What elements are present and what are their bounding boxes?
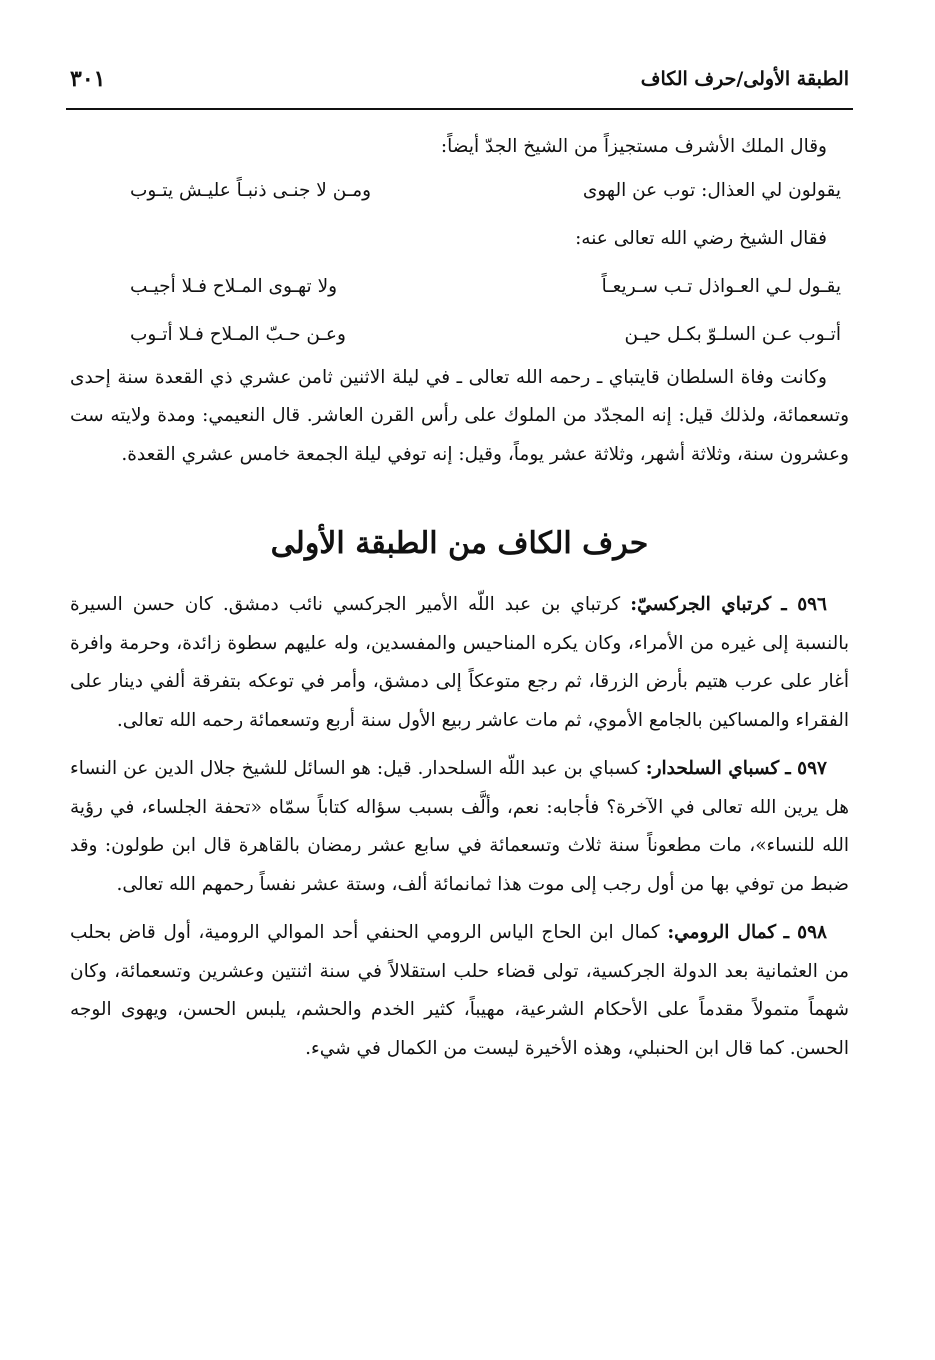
intro-line-1: وقال الملك الأشرف مستجيزاً من الشيخ الجدّ أيضاً:: [440, 136, 827, 157]
entry-text: كمال ابن الحاج الياس الرومي الحنفي أحد الموالي الرومية، أول قاض بحلب من العثمانية بعد الدولة الجركسية، تولى قضاء حلب استقلالاً في سنة اثنتين وعشرين وتسعمائة، وكان شهماً متمولاً مقدماً على الأحكام الشرعية، مهيباً، كثير الخدم والحشم، يلبس الحسن، ويهوى الوجه الحسن. كما قال ابن الحنبلي، وهذه الأخيرة ليست من الكمال في شيء.: [70, 922, 849, 1059]
intro-line-2: فقال الشيخ رضي الله تعالى عنه:: [575, 227, 827, 249]
verse-3-first-hemistich: أتـوب عـن السلـوّ بكـل حيـن: [624, 323, 841, 345]
entry-598: [70, 914, 849, 1068]
page-number: ٣٠١: [70, 66, 106, 92]
entry-name: كرتباي الجركسيّ:: [630, 594, 772, 615]
death-paragraph: وكانت وفاة السلطان قايتباي ـ رحمه الله تعالى ـ في ليلة الاثنين ثامن عشري ذي القعدة سنة إحدى وتسعمائة، ولذلك قيل: إنه المجدّد من الملوك على رأس القرن العاشر. قال النعيمي: ومدة ولايته ست وعشرون سنة، وثلاثة أشهر، وثلاثة عشر يوماً، وقيل: إنه توفي ليلة الجمعة خامس عشري القعدة.: [70, 366, 849, 465]
page-header: [70, 58, 849, 100]
entry-text: كسباي بن عبد اللّه السلحدار. قيل: هو السائل للشيخ جلال الدين عن النساء هل يرين الله تعالى في الآخرة؟ فأجابه: نعم، وألَّف بسبب سؤاله كتاباً سمّاه «تحفة الجلساء، في رؤية الله للنساء»، مات مطعوناً سنة ثلاث وتسعمائة في سابع عشر رمضان بالقاهرة قال ابن طولون: وقد ضبط من توفي بها من أول رجب إلى موت هذا ثمانمائة ألف، وستة عشر نفساً رحمهم الله تعالى.: [70, 758, 849, 895]
verse-2-first-hemistich: يقـول لـي العـواذل تـب سـريعـاً: [601, 275, 841, 297]
verse-1-second-hemistich: ومـن لا جنـى ذنبـاً عليـش يتـوب: [130, 179, 372, 201]
entry-number: ٥٩٨ ـ: [783, 922, 827, 943]
verse-1: [70, 167, 849, 215]
section-heading: حرف الكاف من الطبقة الأولى: [270, 526, 649, 561]
verse-2-second-hemistich: ولا تهـوى المـلاح فـلا أجيـب: [130, 275, 338, 297]
entry-text: كرتباي بن عبد اللّه الأمير الجركسي نائب دمشق. كان حسن السيرة بالنسبة إلى غيره من الأمراء، وكان يكره المناحيس والمفسدين، وله عليهم سطوة زائدة، وحرمة وافرة أغار على عرب هتيم بأرض الزرقا، ثم رجع متوعكاً إلى دمشق، وأمر في توعكه بتفرقة ألفي دينار على الفقراء والمساكين بالجامع الأموي، ثم مات عاشر ربيع الأول سنة أربع وتسعمائة رحمه الله تعالى.: [70, 594, 849, 731]
verse-3-second-hemistich: وعـن حـبّ المـلاح فـلا أتـوب: [130, 323, 346, 345]
entry-597: [70, 750, 849, 904]
entry-596: [70, 586, 849, 740]
running-title: الطبقة الأولى/حرف الكاف: [640, 68, 849, 90]
verse-1-first-hemistich: يقولون لي العذال: توب عن الهوى: [582, 179, 841, 201]
page-content: [70, 128, 849, 1320]
entry-number: ٥٩٦ ـ: [781, 594, 827, 615]
entry-name: كمال الرومي:: [667, 922, 777, 943]
verse-2: [70, 263, 849, 311]
entry-number: ٥٩٧ ـ: [785, 758, 827, 779]
header-rule: [66, 108, 853, 110]
entry-name: كسباي السلحدار:: [645, 758, 780, 779]
verse-3: [70, 311, 849, 359]
